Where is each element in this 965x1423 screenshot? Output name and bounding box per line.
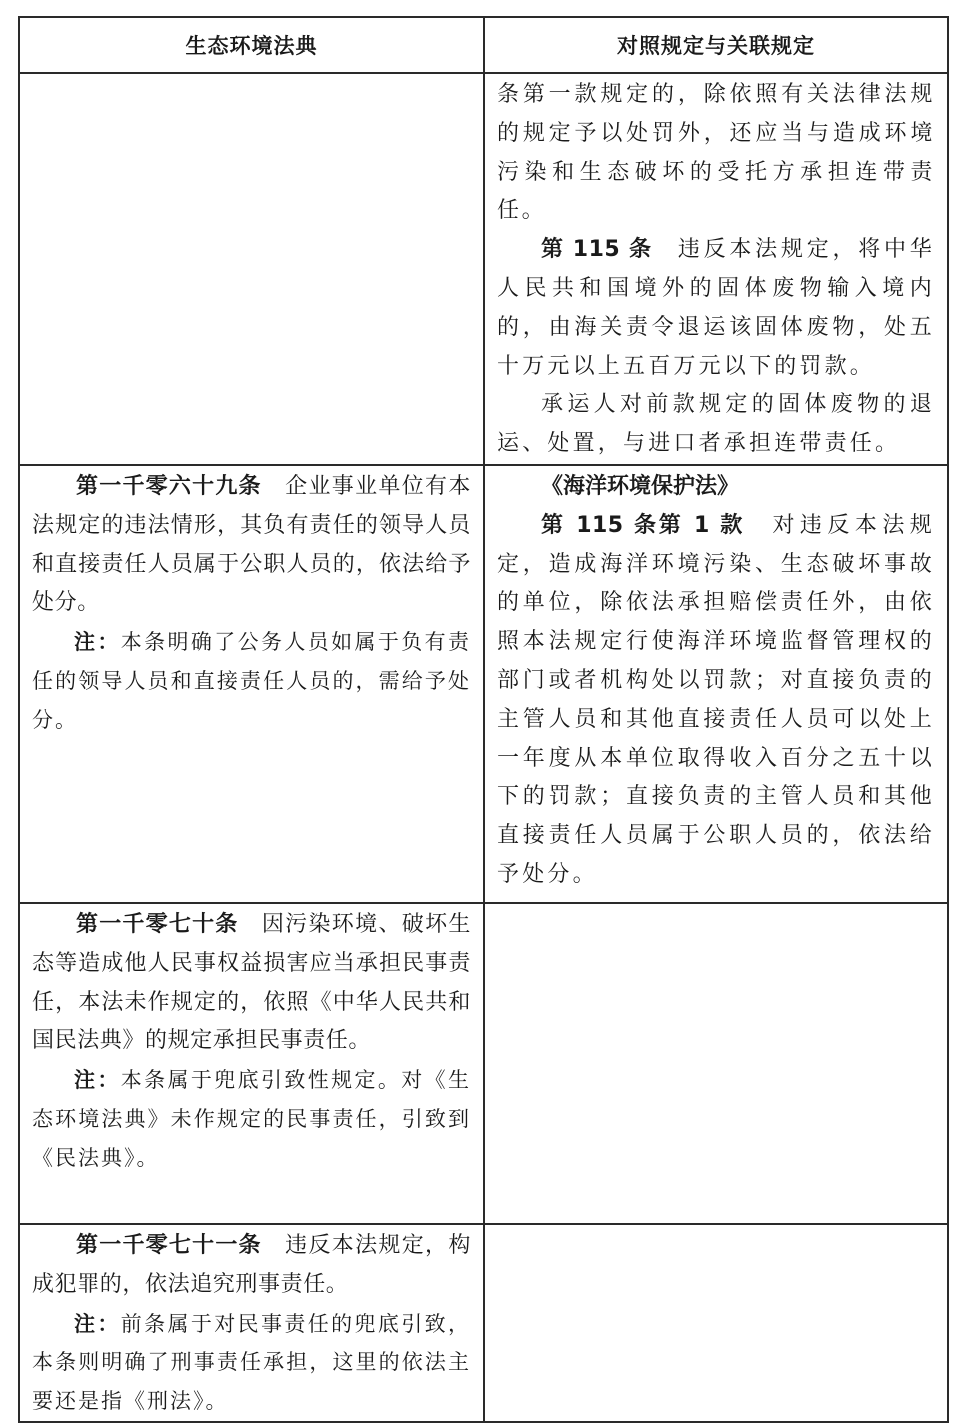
note-paragraph (32, 623, 471, 739)
paragraph (497, 468, 935, 507)
note-text: 本条明确了公务人员如属于负有责任的领导人员和直接责任人员的，需给予处分。 (32, 630, 471, 732)
paragraph (32, 1227, 471, 1305)
paragraph (497, 231, 935, 386)
table-header-row (19, 17, 948, 73)
table-cell-left (19, 1224, 484, 1422)
article-number: 第一千零七十条 (76, 911, 239, 937)
table-row (19, 465, 948, 903)
table-cell-left (19, 465, 484, 903)
article-number: 第 115 条第 1 款 (541, 512, 745, 538)
article-number: 第一千零六十九条 (76, 473, 262, 499)
column-header-related: 对照规定与关联规定 (484, 17, 948, 73)
table-cell-left (19, 73, 484, 465)
table-cell-right (484, 465, 948, 903)
article-number: 第一千零七十一条 (76, 1232, 262, 1258)
paragraph (497, 386, 935, 464)
paragraph-text: 违反本法规定，将中华人民共和国境外的固体废物输入境内的，由海关责令退运该固体废物，处五十万元以上五百万元以下的罚款。 (497, 237, 935, 379)
paragraph-text: 对违反本法规定，造成海洋环境污染、生态破坏事故的单位，除依法承担赔偿责任外，由依照本法规定行使海洋环境监督管理权的部门或者机构处以罚款；对直接负责的主管人员和其他直接责任人员可以处上一年度从本单位取得收入百分之五十以下的罚款；直接负责的主管人员和其他直接责任人员属于公职人员的，依法给予处分。 (497, 512, 935, 887)
column-header-code: 生态环境法典 (19, 17, 484, 73)
note-label: 注： (74, 630, 121, 655)
paragraph-text: 因污染环境、破坏生态等造成他人民事权益损害应当承担民事责任，本法未作规定的，依照《中华人民共和国民法典》的规定承担民事责任。 (32, 911, 471, 1054)
note-label: 注： (74, 1311, 121, 1336)
article-number: 第 115 条 (541, 237, 653, 263)
paragraph (32, 468, 471, 623)
document-page (18, 16, 947, 1414)
table-row (19, 1224, 948, 1422)
note-label: 注： (74, 1068, 121, 1093)
note-text: 前条属于对民事责任的兜底引致，本条则明确了刑事责任承担，这里的依法主要还是指《刑法》。 (32, 1311, 471, 1414)
table-cell-right (484, 1224, 948, 1422)
table-row (19, 73, 948, 465)
table-cell-right (484, 73, 948, 465)
note-paragraph (32, 1061, 471, 1177)
paragraph (497, 507, 935, 895)
paragraph-text: 承运人对前款规定的固体废物的退运、处置，与进口者承担连带责任。 (497, 392, 935, 457)
paragraph (32, 906, 471, 1061)
table-cell-right (484, 903, 948, 1224)
note-paragraph (32, 1305, 471, 1421)
table-cell-left (19, 903, 484, 1224)
paragraph-text: 违反本法规定，构成犯罪的，依法追究刑事责任。 (32, 1232, 471, 1297)
table-row (19, 903, 948, 1224)
paragraph (497, 76, 935, 231)
paragraph-text: 条第一款规定的，除依照有关法律法规的规定予以处罚外，还应当与造成环境污染和生态破坏的受托方承担连带责任。 (497, 82, 935, 224)
law-comparison-table (18, 16, 949, 1423)
note-text: 本条属于兜底引致性规定。对《生态环境法典》未作规定的民事责任，引致到《民法典》。 (32, 1068, 471, 1170)
law-title: 《海洋环境保护法》 (541, 473, 740, 499)
paragraph-text: 企业事业单位有本法规定的违法情形，其负有责任的领导人员和直接责任人员属于公职人员的，依法给予处分。 (32, 473, 471, 616)
